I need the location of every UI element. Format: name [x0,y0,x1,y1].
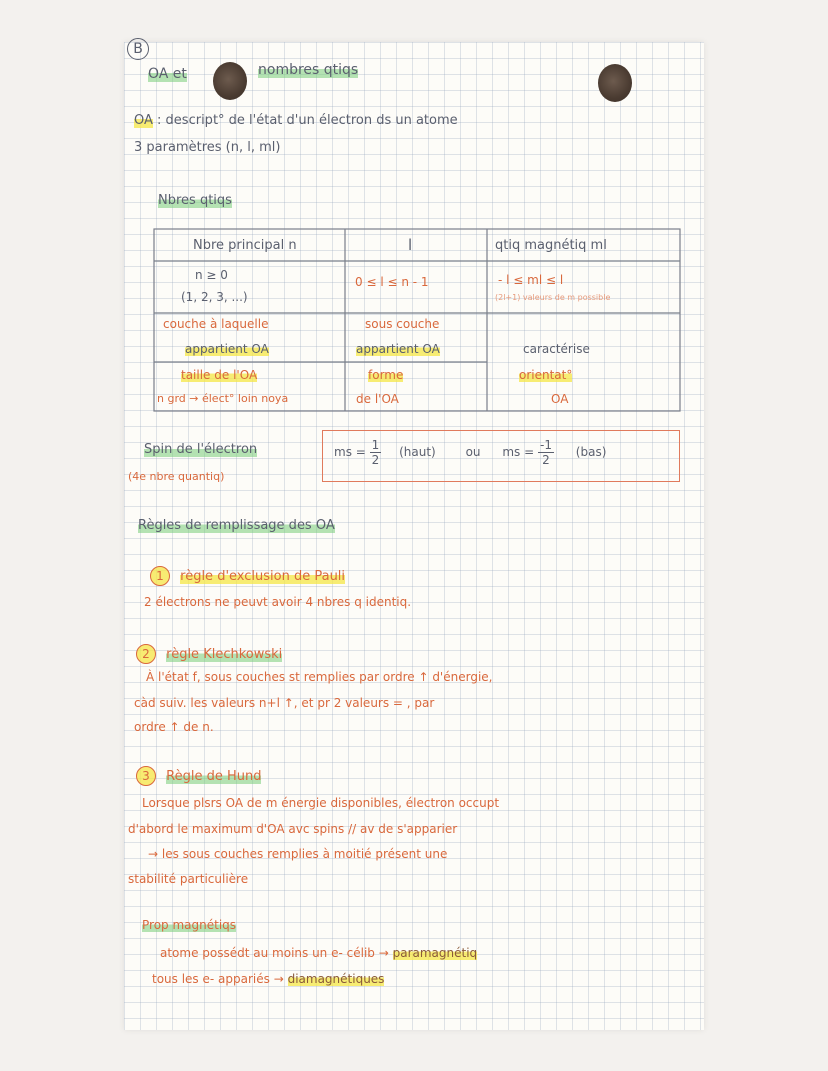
fraction-up-num: 1 [371,438,380,452]
spin-label-text: Spin de l'électron [144,442,258,457]
spin-formula [334,438,606,467]
cell-ml-orient-1 [519,368,572,382]
intro-line-2: 3 paramètres (n, l, ml) [134,140,281,155]
fraction-up-den: 2 [371,453,380,467]
quantum-numbers-table [153,228,681,412]
section-label [127,38,149,60]
title-left-text: OA et [148,66,187,82]
spin-label [144,442,257,457]
oa-label: OA [134,113,153,128]
spin-up-label: (haut) [399,445,436,459]
rule-2-line-1: À l'état f, sous couches st remplies par ordre ↑ d'énergie, [146,670,493,684]
diamagnetic-rule: tous les e- appariés → [152,972,284,986]
rule-1-number: 1 [150,566,170,586]
magnetic-heading-text: Prop magnétiqs [142,918,237,932]
taille-oa: taille de l'OA [181,368,258,382]
rule-3-line-4: stabilité particulière [128,872,249,886]
rule-1-title-text: règle d'exclusion de Pauli [180,569,346,584]
cell-ml-role: caractérise [523,342,590,356]
page-title-left [148,66,187,82]
numbers-heading-text: Nbres qtiqs [158,193,232,208]
cell-n-range: n ≥ 0 [195,268,228,282]
cell-ml-count: (2l+1) valeurs de m possible [495,293,611,302]
section-letter: B [133,41,143,57]
cell-l-role-1: sous couche [365,317,440,331]
punch-hole-right [598,64,632,102]
spin-sublabel: (4e nbre quantiq) [128,470,225,483]
spin-down-label: (bas) [575,445,607,459]
rule-2-title [136,644,282,664]
cell-ml-orient-2: OA [551,392,569,406]
cell-l-range: 0 ≤ l ≤ n - 1 [355,275,429,289]
fraction-down-num: -1 [540,438,552,452]
cell-n-role-2 [185,342,269,356]
rules-heading-text: Règles de remplissage des OA [138,518,335,533]
rules-heading [138,518,335,533]
cell-n-size-2: n grd → élect° loin noya [157,392,289,405]
fraction-up [370,438,382,467]
cell-l-shape-2: de l'OA [356,392,399,406]
paramagnetic-term: paramagnétiq [392,946,478,960]
page-title-right [258,62,358,78]
rule-3-line-3: → les sous couches remplies à moitié présent une [148,847,448,861]
rule-3-number: 3 [136,766,156,786]
intro-line-1 [134,113,458,128]
table-header-ml: qtiq magnétiq ml [495,238,607,253]
magnetic-line-2 [152,972,384,986]
table-header-l: l [408,236,413,254]
paramagnetic-rule: atome possédt au moins un e- célib → [160,946,389,960]
spin-or-text: ou [465,445,481,459]
rule-2-number: 2 [136,644,156,664]
cell-ml-range: - l ≤ ml ≤ l [498,273,564,287]
magnetic-line-1 [160,946,477,960]
rule-2-line-2: càd suiv. les valeurs n+l ↑, et pr 2 valeurs = , par [134,696,435,710]
fraction-down [538,438,554,467]
numbers-heading [158,193,232,208]
table-header-n: Nbre principal n [193,238,297,253]
ms-label-up: ms = [334,445,366,459]
rule-3-title-text: Règle de Hund [166,769,262,784]
rule-2-line-3: ordre ↑ de n. [134,720,214,734]
title-right-text: nombres qtiqs [258,62,359,78]
oa-definition: : descript° de l'état d'un électron ds un atome [157,113,458,128]
magnetic-heading [142,918,236,932]
cell-n-values: (1, 2, 3, ...) [181,290,248,304]
cell-l-role-2 [356,342,440,356]
fraction-down-den: 2 [542,453,550,467]
cell-n-role-1: couche à laquelle [163,317,269,331]
orientation-oa: orientat° [519,368,573,382]
forme-oa: forme [368,368,404,382]
appartient-oa-n: appartient OA [185,342,269,356]
appartient-oa-l: appartient OA [356,342,440,356]
rule-3-line-1: Lorsque plsrs OA de m énergie disponibles, électron occupt [142,796,500,810]
rule-2-title-text: règle Klechkowski [166,647,283,662]
punch-hole-left [213,62,247,100]
cell-l-shape-1 [368,368,403,382]
ms-label-down: ms = [502,445,535,459]
diamagnetic-term: diamagnétiques [287,972,385,986]
cell-n-size-1 [181,368,257,382]
rule-1-line-1: 2 électrons ne peuvt avoir 4 nbres q identiq. [144,595,412,609]
rule-3-line-2: d'abord le maximum d'OA avc spins // av de s'apparier [128,822,458,836]
rule-1-title [150,566,345,586]
rule-3-title [136,766,261,786]
